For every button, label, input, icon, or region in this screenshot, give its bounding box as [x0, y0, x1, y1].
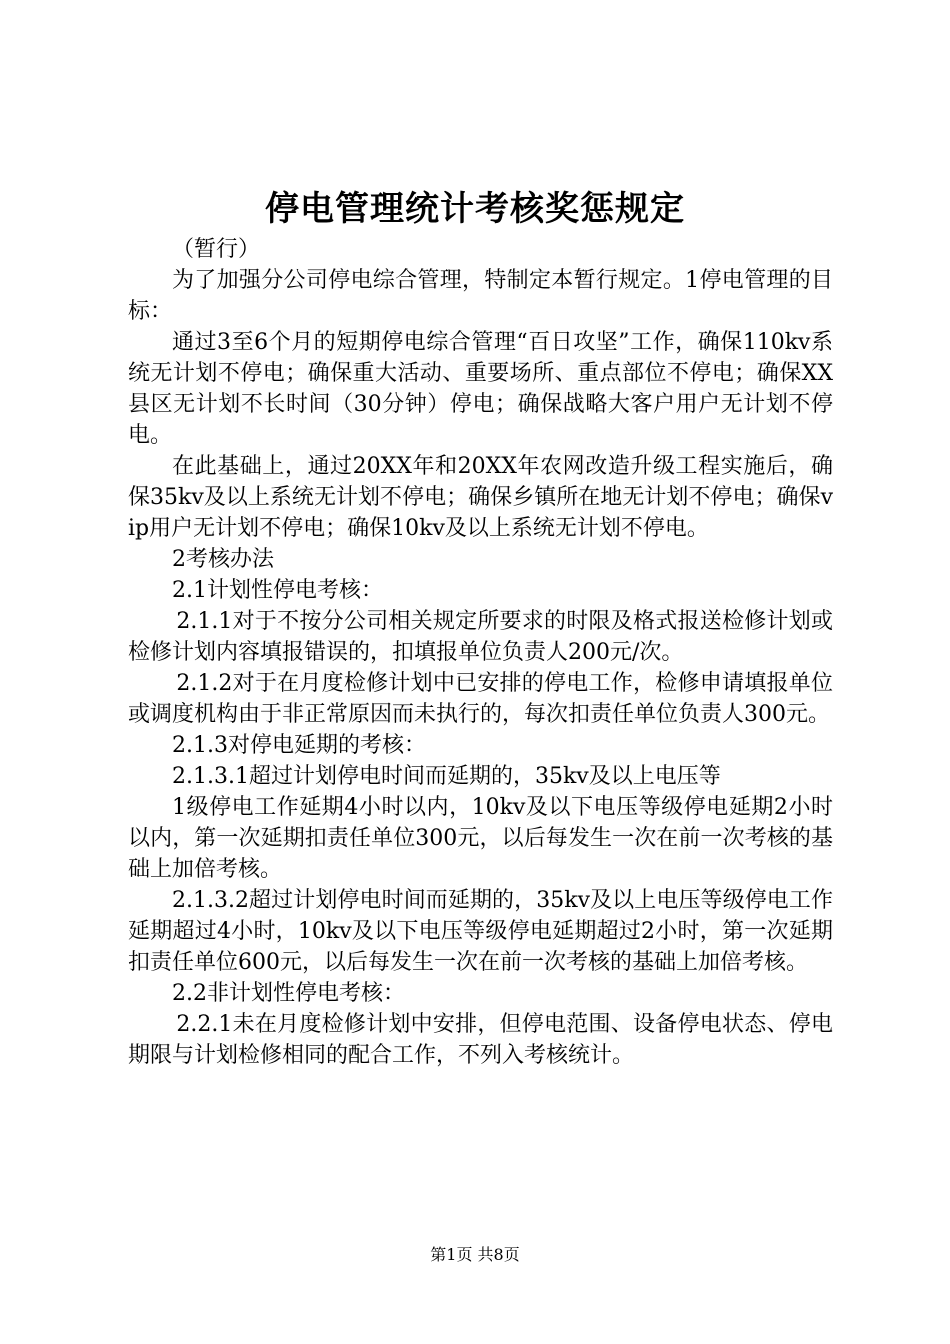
paragraph-target-long-term: 在此基础上，通过20XX年和20XX年农网改造升级工程实施后，确保35kv及以上系统无计划不停电；确保乡镇所在地无计划不停电；确保vip用户无计划不停电；确保10kv及以上系统无计划不停电。 [128, 454, 833, 541]
document-title: 停电管理统计考核奖惩规定 [265, 189, 685, 229]
paragraph-purpose: 为了加强分公司停电综合管理，特制定本暂行规定。1停电管理的目标： [128, 268, 833, 324]
clause-2-1-3-2: 2.1.3.2超过计划停电时间而延期的，35kv及以上电压等级停电工作延期超过4小时，10kv及以下电压等级停电延期超过2小时，第一次延期扣责任单位600元，以后每发生一次在前一次考核的基础上加倍考核。 [128, 888, 833, 975]
page-footer: 第1页 共8页 [430, 1245, 520, 1264]
section-heading-assessment: 2考核办法 [172, 547, 274, 572]
clause-2-1-3-1: 2.1.3.1超过计划停电时间而延期的，35kv及以上电压等 [172, 764, 721, 789]
document-body [128, 234, 833, 1071]
clause-2-1-3-1-continued: 1级停电工作延期4小时以内，10kv及以下电压等级停电延期2小时以内，第一次延期扣责任单位300元，以后每发生一次在前一次考核的基础上加倍考核。 [128, 795, 833, 882]
clause-2-1-2: 2.1.2对于在月度检修计划中已安排的停电工作，检修申请填报单位或调度机构由于非正常原因而未执行的，每次扣责任单位负责人300元。 [128, 671, 833, 727]
paragraph-target-short-term: 通过3至6个月的短期停电综合管理“百日攻坚”工作，确保110kv系统无计划不停电；确保重大活动、重要场所、重点部位不停电；确保XX县区无计划不长时间（30分钟）停电；确保战略大客户用户无计划不停电。 [128, 330, 833, 448]
clause-2-2-1: 2.2.1未在月度检修计划中安排，但停电范围、设备停电状态、停电期限与计划检修相同的配合工作，不列入考核统计。 [128, 1012, 833, 1068]
clause-2-1-1: 2.1.1对于不按分公司相关规定所要求的时限及格式报送检修计划或检修计划内容填报错误的，扣填报单位负责人200元/次。 [128, 609, 833, 665]
section-heading-unplanned-outage: 2.2非计划性停电考核： [172, 981, 405, 1006]
section-heading-delay: 2.1.3对停电延期的考核： [172, 733, 426, 758]
section-heading-planned-outage: 2.1计划性停电考核： [172, 578, 383, 603]
paragraph-provisional: （暂行） [172, 237, 261, 262]
